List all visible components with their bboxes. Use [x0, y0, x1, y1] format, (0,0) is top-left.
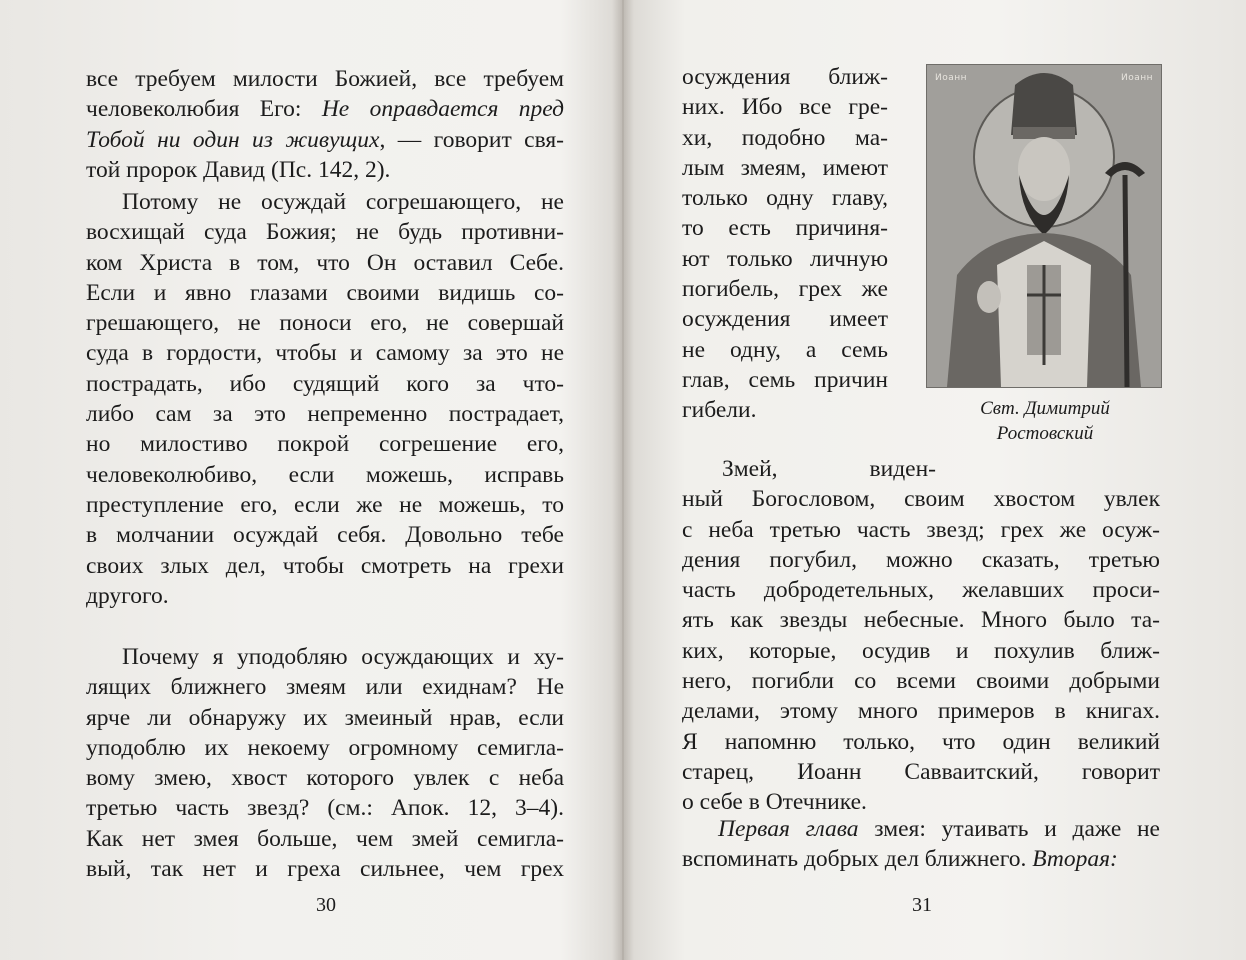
text-line: Я напомню только, что один великий: [682, 728, 1160, 755]
text-line: ярче ли обнаружу их змеиный нрав, если: [86, 704, 564, 731]
left-paragraph-1: [86, 64, 564, 185]
text-line: погибель, грех же: [682, 276, 888, 303]
text-line: гибели.: [682, 397, 757, 424]
right-column-paragraph: [682, 62, 888, 426]
text-line: только одну главу,: [682, 185, 888, 212]
portrait-caption: [920, 396, 1170, 446]
text-span: , — говорит свя-: [379, 126, 564, 153]
text-line: ять как звезды небесные. Много было та-: [682, 607, 1160, 634]
text-line: [86, 125, 564, 155]
page-number: 31: [912, 894, 932, 916]
text-span: человеколюбия Его:: [86, 96, 322, 123]
saint-portrait-image: [926, 64, 1162, 388]
text-line: той пророк Давид (Пс. 142, 2).: [86, 156, 391, 183]
text-line: Потому не осуждай согрешающего, не: [122, 189, 564, 215]
text-line: [682, 844, 1160, 874]
text-line: человеколюбиво, если можешь, исправь: [86, 461, 564, 488]
text-line: своих злых дел, чтобы смотреть на грехи: [86, 552, 564, 579]
italic-quote: Не оправдается пред: [321, 96, 564, 123]
text-line: третью часть звезд? (см.: Апок. 12, 3–4).: [86, 795, 564, 822]
text-line: ют только личную: [682, 245, 888, 272]
portrait-drawing: [927, 65, 1161, 387]
right-paragraph-3: [682, 814, 1160, 875]
text-line: часть добродетельных, желавших проси-: [682, 577, 1160, 604]
text-line: Как нет змея больше, чем змей семигла-: [86, 825, 564, 852]
left-page: [0, 0, 612, 960]
text-line: Если и явно глазами своими видишь со-: [86, 279, 564, 306]
text-line: хи, подобно ма-: [682, 124, 888, 151]
text-line: в молчании осуждай себя. Довольно тебе: [86, 522, 564, 549]
text-line: не одну, а семь: [682, 336, 888, 363]
text-line: суда в гордости, чтобы и самому за это не: [86, 340, 564, 367]
text-line: с неба третью часть звезд; грех же осуж-: [682, 516, 1160, 543]
text-line: старец, Иоанн Савваитский, говорит: [682, 758, 1160, 785]
text-line: Почему я уподобляю осуждающих и ху-: [122, 644, 564, 670]
right-paragraph-2: [682, 454, 1160, 818]
text-line: Змей, виден-: [722, 456, 936, 482]
text-line: грешающего, не поноси его, не совершай: [86, 310, 564, 337]
italic-term: Вторая:: [1032, 846, 1118, 873]
text-line: осуждения имеет: [682, 306, 888, 333]
text-line: либо сам за это непременно пострадает,: [86, 401, 564, 428]
text-line: [86, 94, 564, 124]
book-gutter: [612, 0, 634, 960]
text-span: змея: утаивать и даже не: [858, 816, 1160, 842]
italic-quote: Тобой ни один из живущих: [86, 126, 380, 153]
left-paragraph-3: [86, 642, 564, 884]
text-line: дения погубил, можно сказать, третью: [682, 546, 1160, 573]
icon-label-right: Иоанн: [1120, 73, 1153, 83]
text-line: но милостиво покрой согрешение его,: [86, 431, 564, 458]
text-line: осуждения ближ-: [682, 64, 888, 90]
caption-line: Свт. Димитрий: [980, 398, 1110, 419]
left-paragraph-2: [86, 187, 564, 611]
text-line: ких, которые, осудив и похулив ближ-: [682, 637, 1160, 664]
text-line: все требуем милости Божией, все требуем: [86, 66, 564, 92]
text-line: пострадать, ибо судящий кого за что-: [86, 370, 564, 397]
text-line: другого.: [86, 582, 169, 609]
italic-term: Первая глава: [718, 816, 859, 842]
text-line: восхищай суда Божия; не будь противни-: [86, 219, 564, 246]
text-line: лым змеям, имеют: [682, 154, 888, 181]
text-line: ком Христа в том, что Он оставил Себе.: [86, 249, 564, 276]
right-page: [634, 0, 1246, 960]
text-line: [682, 814, 1160, 844]
text-line: о себе в Отечнике.: [682, 789, 867, 816]
page-number: 30: [316, 894, 336, 916]
text-line: преступление его, если же не можешь, то: [86, 491, 564, 518]
text-line: то есть причиня-: [682, 215, 888, 242]
icon-label-left: Иоанн: [935, 73, 968, 83]
text-line: них. Ибо все гре-: [682, 94, 888, 121]
text-line: вый, так нет и греха сильнее, чем грех: [86, 856, 564, 883]
text-line: вому змею, хвост которого увлек с неба: [86, 765, 564, 792]
text-line: лящих ближнего змеям или ехиднам? Не: [86, 674, 564, 701]
text-line: него, погибли со всеми своими добрыми: [682, 668, 1160, 695]
text-line: уподоблю их некоему огромному семигла-: [86, 734, 564, 761]
text-span: вспоминать добрых дел ближнего.: [682, 846, 1033, 873]
caption-line: Ростовский: [996, 423, 1094, 444]
text-line: глав, семь причин: [682, 366, 888, 393]
text-line: делами, этому много примеров в книгах.: [682, 698, 1160, 725]
text-line: ный Богословом, своим хвостом увлек: [682, 486, 1160, 513]
